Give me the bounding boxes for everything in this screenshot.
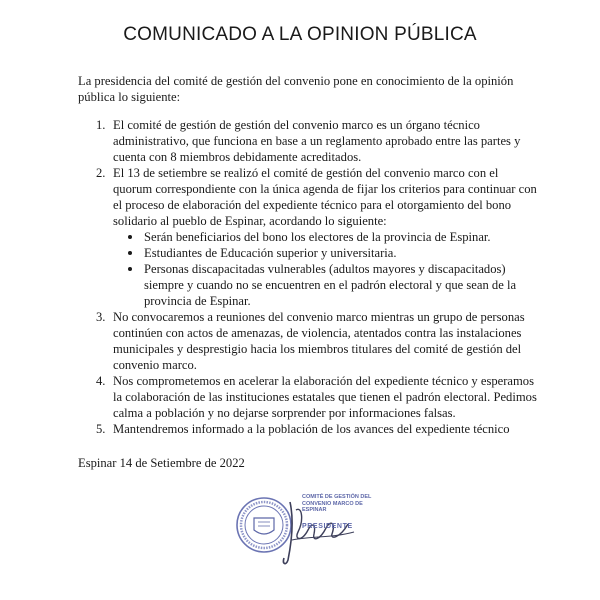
item-number: 4.: [96, 374, 106, 388]
item-text: Mantendremos informado a la población de los avances del expediente técnico: [113, 422, 510, 436]
list-item: [78, 309, 540, 373]
list-item: [78, 421, 540, 437]
item-number: 1.: [96, 118, 106, 132]
stamp-line: CONVENIO MARCO DE ESPINAR: [302, 500, 363, 513]
date-line: Espinar 14 de Setiembre de 2022: [78, 456, 245, 470]
intro-paragraph: La presidencia del comité de gestión del convenio pone en conocimiento de la opinión pública lo siguiente:: [78, 74, 514, 104]
document-title: COMUNICADO A LA OPINION PÚBLICA: [123, 24, 477, 45]
item-number: 3.: [96, 310, 106, 324]
list-item: [78, 117, 540, 165]
stamp-text: [302, 494, 382, 530]
item-text: El comité de gestión de gestión del convenio marco es un órgano técnico administrativo, que funciona en base a un reglamento aprobado entre las partes y cuenta con 8 miembros debidamente acreditados.: [113, 118, 521, 164]
item-text: No convocaremos a reuniones del convenio marco mientras un grupo de personas continúen con actos de amenazas, de violencia, atentados contra las instalaciones municipales y desprestigio hacia los miembros titulares del comité de gestión del convenio marco.: [113, 310, 525, 372]
item-text: El 13 de setiembre se realizó el comité de gestión del convenio marco con el quorum correspondiente con la única agenda de fijar los criterios para continuar con el proceso de elaboración del expediente técnico para el otorgamiento del bono solidario al pueblo de Espinar, acordando lo siguiente:: [113, 166, 537, 228]
item-number: 5.: [96, 422, 106, 436]
stamp-role: PRESIDENTE: [302, 522, 353, 530]
seal-and-signature: [232, 480, 372, 590]
bullet-item: Estudiantes de Educación superior y universitaria.: [113, 245, 540, 261]
list-item: [78, 165, 540, 309]
stamp-line: COMITÉ DE GESTIÓN DEL: [302, 494, 372, 500]
bullet-list: [113, 229, 540, 309]
numbered-list: [78, 117, 540, 437]
bullet-item: Personas discapacitadas vulnerables (adultos mayores y discapacitados) siempre y cuando no se encuentren en el padrón electoral y que sean de la provincia de Espinar.: [113, 261, 540, 309]
item-text: Nos comprometemos en acelerar la elaboración del expediente técnico y esperamos la colaboración de las instituciones estatales que tienen el padrón electoral. Pedimos calma a población y no dejarse sorprender por informaciones falsas.: [113, 374, 537, 420]
item-number: 2.: [96, 166, 106, 180]
list-item: [78, 373, 540, 421]
bullet-item: Serán beneficiarios del bono los electores de la provincia de Espinar.: [113, 229, 540, 245]
